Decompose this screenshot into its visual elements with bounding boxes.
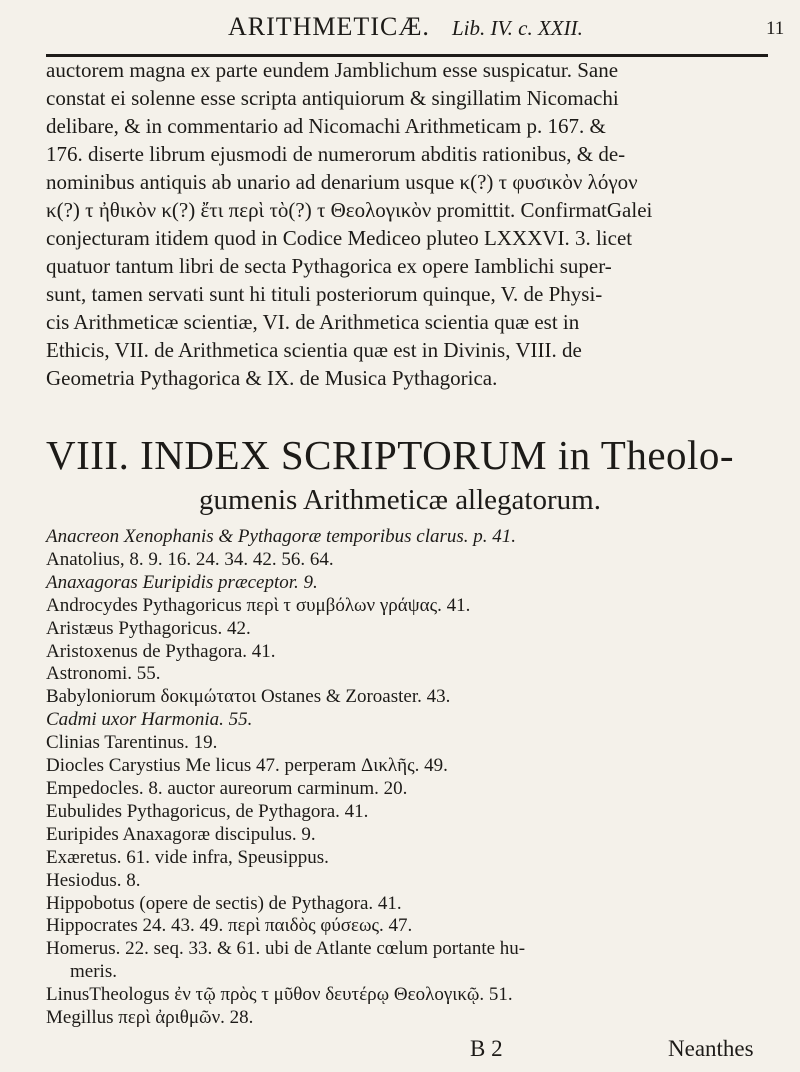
index-entry: Cadmi uxor Harmonia. 55. — [46, 709, 253, 731]
index-entry: meris. — [70, 961, 117, 983]
running-head — [0, 12, 800, 52]
index-entry: Megillus περὶ ἀριθμῶν. 28. — [46, 1007, 254, 1029]
section-subtitle: gumenis Arithmeticæ allegatorum. — [199, 484, 601, 516]
index-entry: Eubulides Pythagoricus, de Pythagora. 41. — [46, 800, 369, 822]
paragraph-line: auctorem magna ex parte eundem Jamblichum esse suspicatur. Sane — [46, 58, 619, 82]
index-entry: LinusTheologus ἐν τῷ πρὸς τ μῦθον δευτέρῳ Θεολογικῷ. 51. — [46, 984, 513, 1006]
index-entry: Hippobotus (opere de sectis) de Pythagora. 41. — [46, 892, 402, 914]
index-entry: Astronomi. 55. — [46, 663, 161, 685]
index-entry: Babyloniorum δοκιμώτατοι Ostanes & Zoroaster. 43. — [46, 686, 451, 708]
paragraph-line: κ(?) τ ἠθικὸν κ(?) ἔτι περὶ τὸ(?) τ Θεολογικὸν promittit. ConfirmatGalei — [46, 198, 653, 222]
page-number: 11 — [766, 18, 785, 39]
paragraph-line: 176. diserte librum ejusmodi de numerorum abditis rationibus, & de- — [46, 142, 626, 166]
index-entry: Aristoxenus de Pythagora. 41. — [46, 640, 276, 662]
signature-mark: B 2 — [470, 1036, 503, 1061]
index-entry: Homerus. 22. seq. 33. & 61. ubi de Atlante cœlum portante hu- — [46, 938, 526, 960]
paragraph-line: sunt, tamen servati sunt hi tituli posteriorum quinque, V. de Physi- — [46, 282, 603, 306]
paragraph-line: quatuor tantum libri de secta Pythagorica ex opere Iamblichi super- — [46, 254, 612, 278]
index-entry: Diocles Carystius Me licus 47. perperam Δικλῆς. 49. — [46, 755, 448, 777]
index-entry: Androcydes Pythagoricus περὶ τ συμβόλων γράψας. 41. — [46, 594, 471, 616]
index-entry: Hippocrates 24. 43. 49. περὶ παιδὸς φύσεως. 47. — [46, 915, 413, 937]
index-entry: Anacreon Xenophanis & Pythagoræ temporibus clarus. p. 41. — [46, 526, 517, 547]
section-title: VIII. INDEX SCRIPTORUM in Theolo- — [46, 432, 735, 478]
paragraph-line: conjecturam itidem quod in Codice Mediceo pluteo LXXXVI. 3. licet — [46, 226, 633, 250]
index-entry: Anaxagoras Euripidis præceptor. 9. — [46, 571, 318, 593]
index-entry: Empedocles. 8. auctor aureorum carminum. 20. — [46, 778, 408, 799]
index-entry: Euripides Anaxagoræ discipulus. 9. — [46, 823, 316, 845]
paragraph-line: nominibus antiquis ab unario ad denarium usque κ(?) τ φυσικὸν λόγον — [46, 170, 638, 194]
index-entry: Exæretus. 61. vide infra, Speusippus. — [46, 846, 329, 868]
index-entry: Hesiodus. 8. — [46, 869, 141, 891]
paragraph-line: delibare, & in commentario ad Nicomachi Arithmeticam p. 167. & — [46, 114, 606, 138]
catchword: Neanthes — [668, 1036, 754, 1061]
index-entry: Clinias Tarentinus. 19. — [46, 732, 218, 754]
paragraph-line: Ethicis, VII. de Arithmetica scientia quæ est in Divinis, VIII. de — [46, 338, 582, 362]
index-entry: Anatolius, 8. 9. 16. 24. 34. 42. 56. 64. — [46, 548, 334, 570]
paragraph-line: cis Arithmeticæ scientiæ, VI. de Arithmetica scientia quæ est in — [46, 310, 580, 334]
running-head-title: ARITHMETICÆ. — [228, 12, 430, 41]
paragraph-line: Geometria Pythagorica & IX. de Musica Pythagorica. — [46, 366, 498, 390]
running-head-reference: Lib. IV. c. XXII. — [452, 16, 583, 40]
index-entry: Aristæus Pythagoricus. 42. — [46, 617, 251, 639]
paragraph-line: constat ei solenne esse scripta antiquiorum & singillatim Nicomachi — [46, 86, 619, 110]
